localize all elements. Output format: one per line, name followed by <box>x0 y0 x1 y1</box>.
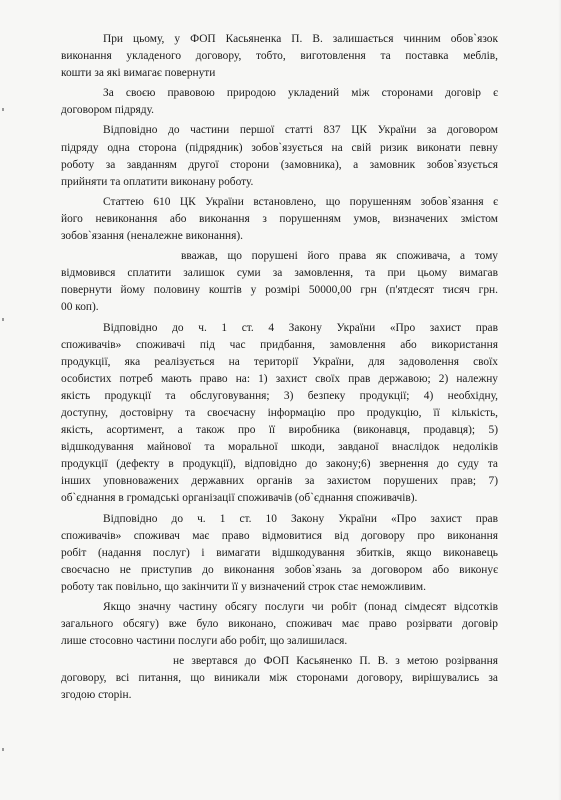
paragraph-law-article-10 <box>61 511 498 596</box>
paragraph-article-610 <box>61 194 498 245</box>
text-line: роботу за завданням другої сторони (замовника), а замовник зобов`язується <box>61 158 498 171</box>
text-line: відшкодування майнової та моральної шкоди, завданої внаслідок недоліків <box>61 441 498 454</box>
text-line: вважав, що порушені його права як споживача, а тому <box>181 250 498 263</box>
text-line: доступну, достовірну та своєчасну інформацію про продукцію, її кількість, <box>61 406 498 419</box>
text-line: лише стосовно частини послуги або робіт, що залишилася. <box>61 635 348 648</box>
paragraph-consumer-claim <box>61 248 498 316</box>
text-line: Якщо значну частину обсягу послуги чи робіт (понад сімдесят відсотків <box>103 601 498 613</box>
text-line: Відповідно до ч. 1 ст. 4 Закону України «Про захист прав <box>103 321 498 334</box>
text-line: згодою сторін. <box>61 689 132 702</box>
text-line: договору, всі питання, що виникали між сторонами договору, вирішувались за <box>61 672 498 685</box>
text-line: За своєю правовою природою укладений між сторонами договір є <box>103 87 498 100</box>
text-line: Статтею 610 ЦК України встановлено, що порушенням зобов`язання є <box>103 195 498 208</box>
text-line: якість, асортимент, а також про її виробника (виконавця, продавця); 5) <box>61 424 498 437</box>
text-line: відмовився сплатити залишок суми за замовлення, та при цьому вимагав <box>61 267 498 280</box>
text-line: загального обсягу) вже було виконано, споживач має право розірвати договір <box>61 618 498 631</box>
text-line: об`єднання в громадські організації споживачів (об`єднання споживачів). <box>61 492 418 505</box>
text-line: повернути йому половину коштів у розмірі 50000,00 грн (п'ятдесят тисяч грн. <box>61 284 498 297</box>
text-line: його невиконання або виконання з порушенням умов, визначених змістом <box>61 212 498 225</box>
text-line: Відповідно до ч. 1 ст. 10 Закону України «Про захист прав <box>103 512 498 525</box>
scan-margin-mark <box>2 318 4 321</box>
text-line: виконання укладеного договору, тобто, виготовлення та поставка меблів, <box>61 50 498 63</box>
text-line: Відповідно до частини першої статті 837 ЦК України за договором <box>103 124 498 137</box>
text-line: якість продукції та обслуговування; 3) безпеку продукції; 4) необхідну, <box>61 389 498 402</box>
text-line: споживачів» споживач має право відмовитися від договору про виконання <box>61 529 498 542</box>
text-line: не звертався до ФОП Касьяненко П. В. з метою розірвання <box>173 655 498 668</box>
scan-margin-mark <box>2 108 4 111</box>
text-line: інших уповноважених державних органів за захистом порушених прав; 7) <box>61 475 498 488</box>
text-line: особистих потреб мають право на: 1) захист своїх прав державою; 2) належну <box>61 372 498 385</box>
text-line: При цьому, у ФОП Касьяненка П. В. залишається чинним обов`язок <box>103 33 498 45</box>
paragraph-law-article-4 <box>61 320 498 508</box>
paragraph-partial-termination <box>61 599 498 650</box>
text-line: споживачів» споживачі під час придбання, замовлення або використання <box>61 338 498 351</box>
paragraph-obligation <box>61 31 498 82</box>
paragraph-contract-nature <box>61 85 498 119</box>
text-line: прийняти та оплатити виконану роботу. <box>61 175 254 188</box>
paragraph-article-837 <box>61 122 498 190</box>
text-line: 00 коп). <box>61 301 99 314</box>
text-line: договором підряду. <box>61 104 154 117</box>
text-line: роботу так повільно, що закінчити її у визначений строк стає неможливим. <box>61 580 426 593</box>
paragraph-no-termination-request <box>61 653 498 704</box>
document-body <box>61 31 498 705</box>
scan-margin-mark <box>2 748 4 751</box>
text-line: зобов`язання (неналежне виконання). <box>61 230 244 243</box>
text-line: продукції (дефекту в продукції), відповідно до закону;6) звернення до суду та <box>61 458 498 471</box>
text-line: кошти за які вимагає повернути <box>61 67 216 80</box>
text-line: підряду одна сторона (підрядник) зобов`язується на свій ризик виконати певну <box>61 141 498 154</box>
text-line: робіт (надання послуг) і вимагати відшкодування збитків, якщо виконавець <box>61 546 498 559</box>
text-line: своєчасно не приступив до виконання зобов`язань за договором або виконує <box>61 563 498 576</box>
text-line: продукції, яка реалізується на території України, для задоволення своїх <box>61 355 498 368</box>
